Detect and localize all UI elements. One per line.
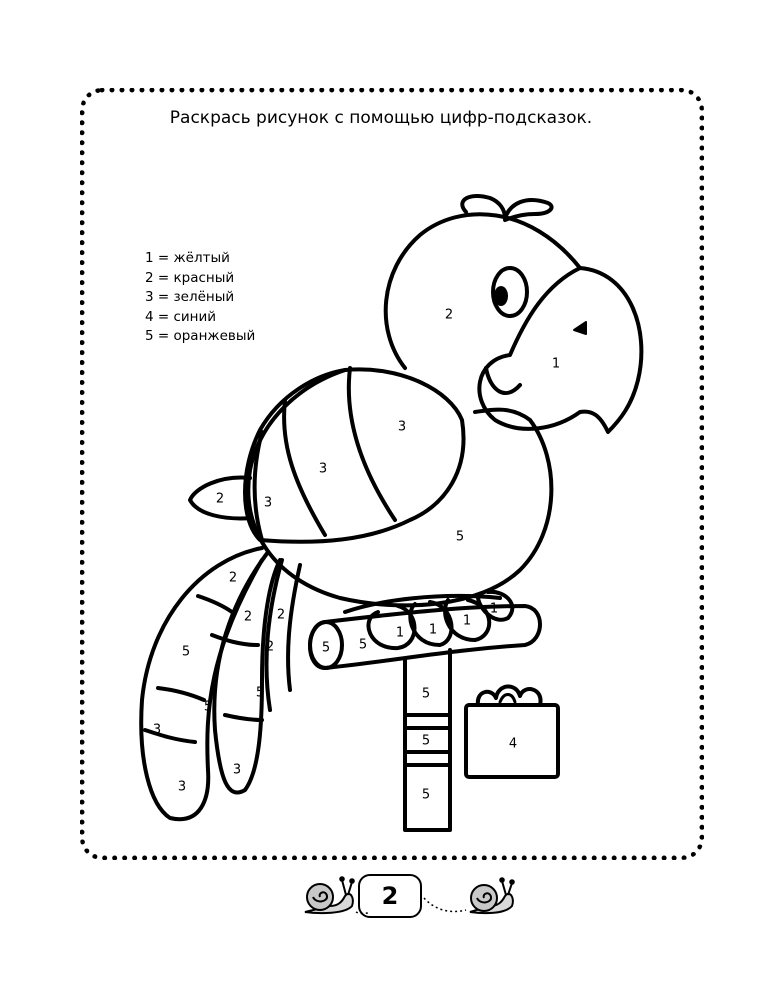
num-wing-stripe-1: 3 xyxy=(397,419,407,435)
num-beak: 1 xyxy=(551,356,561,372)
num-tail-c2: 5 xyxy=(255,685,265,701)
num-post-1: 5 xyxy=(421,686,431,702)
num-claw-2: 1 xyxy=(428,622,438,638)
num-post-3: 5 xyxy=(421,787,431,803)
num-tail-b3: 3 xyxy=(177,779,187,795)
legend-item-blue: 4 = синий xyxy=(145,308,217,325)
num-tail-a2: 5 xyxy=(181,644,191,660)
num-wing-tip: 2 xyxy=(215,491,225,507)
left-snail-icon xyxy=(305,877,354,913)
num-claw-4: 1 xyxy=(489,601,499,617)
num-basket: 4 xyxy=(508,736,518,752)
num-tail-a1: 2 xyxy=(228,570,238,586)
legend-item-yellow: 1 = жёлтый xyxy=(145,250,230,266)
snail-trail-right xyxy=(424,898,466,912)
num-post-2: 5 xyxy=(421,733,431,749)
page-number: 2 xyxy=(358,874,422,918)
num-tail-a3: 3 xyxy=(152,722,162,738)
legend-item-red: 2 = красный xyxy=(145,269,235,286)
right-snail-icon xyxy=(470,878,514,913)
num-claw-3: 1 xyxy=(462,613,472,629)
instruction-title: Раскрась рисунок с помощью цифр-подсказок. xyxy=(169,108,593,128)
num-head: 2 xyxy=(444,307,454,323)
num-claw-1: 1 xyxy=(395,625,405,641)
num-tail-c3: 3 xyxy=(232,762,242,778)
num-wing-stripe-3: 3 xyxy=(263,495,273,511)
num-wing-stripe-2: 3 xyxy=(318,461,328,477)
num-tail-d1: 2 xyxy=(265,639,275,655)
num-body: 5 xyxy=(455,529,465,545)
num-tail-b1: 2 xyxy=(243,609,253,625)
num-tail-c1: 2 xyxy=(276,607,286,623)
num-tail-b2: 5 xyxy=(203,699,213,715)
legend-item-orange: 5 = оранжевый xyxy=(145,328,256,344)
num-perch-end: 5 xyxy=(321,640,331,656)
num-perch-mid: 5 xyxy=(358,637,368,653)
legend-item-green: 3 = зелёный xyxy=(145,289,235,305)
